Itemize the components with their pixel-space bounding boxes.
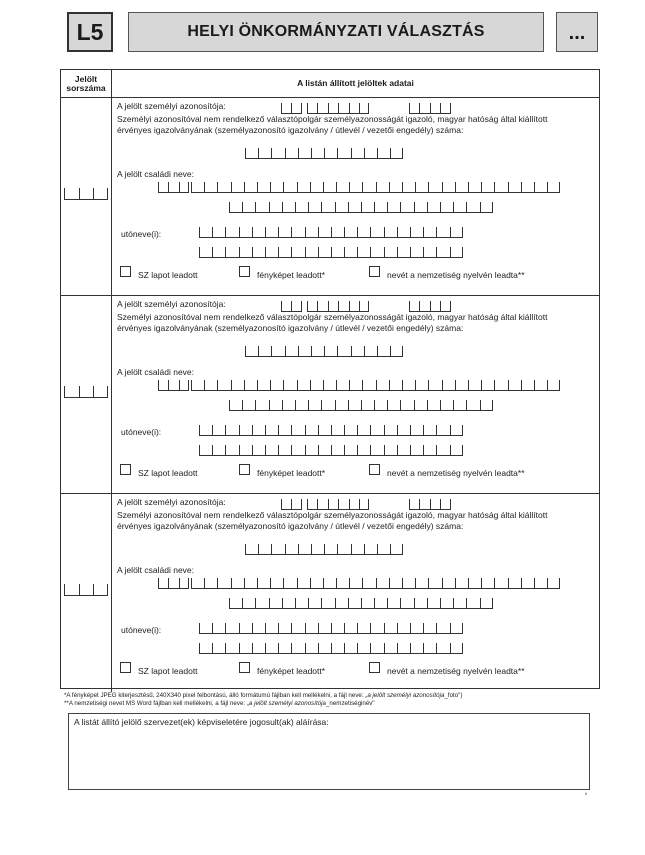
photo-checkbox-label: fényképet leadott* [257,270,326,280]
id-boxes-b[interactable] [307,499,369,510]
form-title-box [128,12,544,52]
nationality-checkbox[interactable] [369,464,380,475]
candidate-number-cell [61,494,112,692]
page-marker: II [585,791,588,796]
id-doc-line1: Személyi azonosítóval nem rendelkező választópolgár személyazonosságát igazoló, magyar hatóság által kiállított [117,114,548,124]
photo-checkbox-label: fényképet leadott* [257,666,326,676]
family-name-boxes-row1[interactable] [191,578,560,589]
sz-checkbox[interactable] [120,662,131,673]
family-name-prefix-boxes[interactable] [158,380,189,391]
footnote-photo: *A fényképet JPEG kiterjesztésű, 240X340 pixel felbontású, álló formátumú fájlban kell mellékelni, a fájl neve: „a jelölt személyi azonosítója_foto") [64,692,463,699]
id-doc-boxes[interactable] [245,346,403,357]
nationality-checkbox-label: nevét a nemzetiség nyelvén leadta** [387,666,525,676]
column-header-data: A listán állított jelöltek adatai [112,70,599,98]
candidate-entry [61,296,599,494]
sz-checkbox-label: SZ lapot leadott [138,270,198,280]
form-dots-box [556,12,598,52]
photo-checkbox[interactable] [239,266,250,277]
nationality-checkbox[interactable] [369,266,380,277]
candidate-number-boxes[interactable] [64,386,108,398]
family-name-prefix-boxes[interactable] [158,182,189,193]
family-name-boxes-row2[interactable] [229,202,493,213]
id-label: A jelölt személyi azonosítója: [117,299,226,309]
form-code: L5 [76,18,104,45]
family-name-label: A jelölt családi neve: [117,565,195,575]
photo-checkbox[interactable] [239,464,250,475]
family-name-boxes-row1[interactable] [191,380,560,391]
id-boxes-b[interactable] [307,103,369,114]
sz-checkbox[interactable] [120,266,131,277]
id-boxes-a[interactable] [281,301,302,312]
signature-box[interactable] [68,713,590,790]
candidate-number-cell [61,98,112,295]
id-doc-line1: Személyi azonosítóval nem rendelkező választópolgár személyazonosságát igazoló, magyar hatóság által kiállított [117,510,548,520]
candidate-entry [61,98,599,296]
form-title: HELYI ÖNKORMÁNYZATI VÁLASZTÁS [187,23,485,40]
candidate-number-boxes[interactable] [64,188,108,200]
given-name-boxes-row1[interactable] [199,623,463,634]
given-name-label: utóneve(i): [121,625,162,635]
id-label: A jelölt személyi azonosítója: [117,101,226,111]
id-boxes-a[interactable] [281,103,302,114]
family-name-label: A jelölt családi neve: [117,169,195,179]
sz-checkbox[interactable] [120,464,131,475]
form-code-box [67,12,113,52]
sz-checkbox-label: SZ lapot leadott [138,468,198,478]
candidate-number-boxes[interactable] [64,584,108,596]
given-name-boxes-row2[interactable] [199,445,463,456]
id-label: A jelölt személyi azonosítója: [117,497,226,507]
family-name-label: A jelölt családi neve: [117,367,195,377]
given-name-boxes-row2[interactable] [199,643,463,654]
given-name-label: utóneve(i): [121,229,162,239]
given-name-boxes-row1[interactable] [199,227,463,238]
id-boxes-c[interactable] [409,499,451,510]
family-name-boxes-row2[interactable] [229,400,493,411]
id-boxes-a[interactable] [281,499,302,510]
id-doc-boxes[interactable] [245,544,403,555]
nationality-checkbox-label: nevét a nemzetiség nyelvén leadta** [387,270,525,280]
id-doc-line2: érvényes igazolványának (személyazonosító igazolvány / útlevél / vezetői engedély) száma: [117,125,464,135]
family-name-boxes-row1[interactable] [191,182,560,193]
footnote-nationality: **A nemzetiségi nevet MS Word fájlban kell mellékelni, a fájl neve: „a jelölt személyi azonosítója_nemzetiséginév" [64,700,375,707]
family-name-prefix-boxes[interactable] [158,578,189,589]
form-dots: ... [568,22,586,44]
photo-checkbox[interactable] [239,662,250,673]
column-header-number: Jelölt sorszáma [61,70,112,98]
id-boxes-b[interactable] [307,301,369,312]
given-name-boxes-row2[interactable] [199,247,463,258]
given-name-boxes-row1[interactable] [199,425,463,436]
id-boxes-c[interactable] [409,301,451,312]
family-name-boxes-row2[interactable] [229,598,493,609]
id-doc-line1: Személyi azonosítóval nem rendelkező választópolgár személyazonosságát igazoló, magyar hatóság által kiállított [117,312,548,322]
id-doc-line2: érvényes igazolványának (személyazonosító igazolvány / útlevél / vezetői engedély) száma: [117,323,464,333]
signature-label: A listát állító jelölő szervezet(ek) képviseletére jogosult(ak) aláírása: [74,717,329,727]
candidate-number-cell [61,296,112,493]
id-boxes-c[interactable] [409,103,451,114]
id-doc-line2: érvényes igazolványának (személyazonosító igazolvány / útlevél / vezetői engedély) száma: [117,521,464,531]
id-doc-boxes[interactable] [245,148,403,159]
sz-checkbox-label: SZ lapot leadott [138,666,198,676]
nationality-checkbox-label: nevét a nemzetiség nyelvén leadta** [387,468,525,478]
photo-checkbox-label: fényképet leadott* [257,468,326,478]
candidate-entry [61,494,599,692]
candidates-table [60,69,600,689]
given-name-label: utóneve(i): [121,427,162,437]
nationality-checkbox[interactable] [369,662,380,673]
